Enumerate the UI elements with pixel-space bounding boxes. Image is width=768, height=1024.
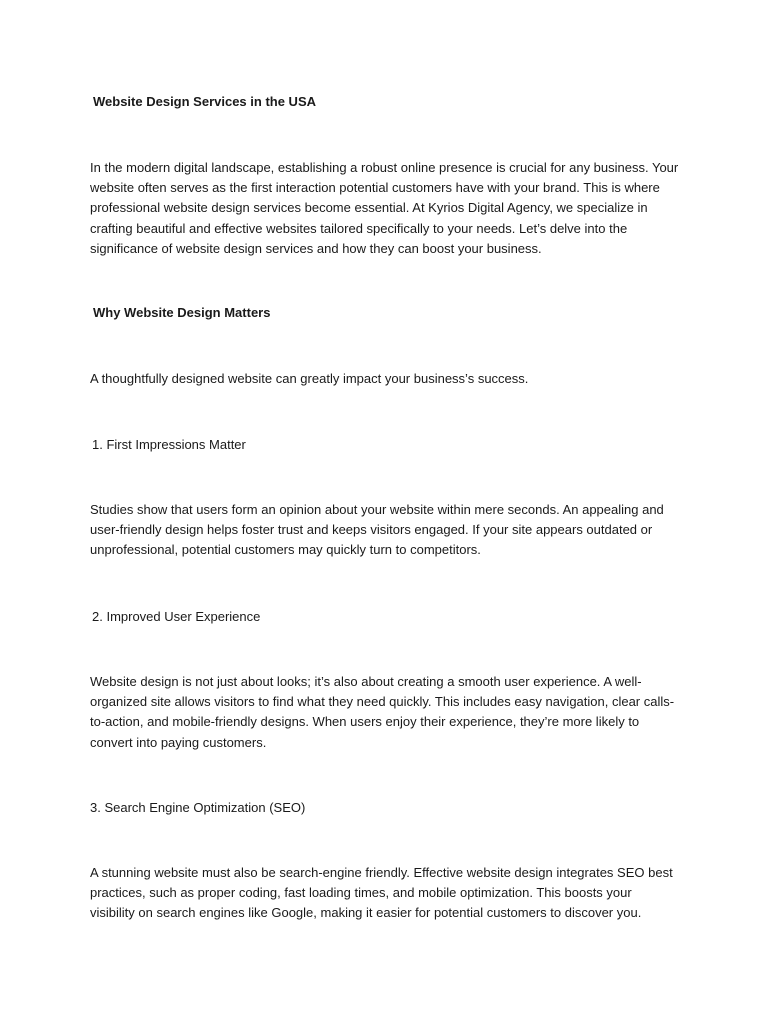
- section-heading: Why Website Design Matters: [93, 305, 271, 320]
- point-1-heading: 1. First Impressions Matter: [92, 437, 246, 452]
- section-intro-paragraph: A thoughtfully designed website can greatly impact your business’s success.: [90, 371, 529, 386]
- document-title: Website Design Services in the USA: [93, 94, 316, 109]
- point-1-paragraph: Studies show that users form an opinion about your website within mere seconds. An appealing and user-friendly design helps foster trust and keeps visitors engaged. If your site appears outdated or unprofessional, potential customers may quickly turn to competitors.: [90, 502, 664, 558]
- point-3-paragraph: A stunning website must also be search-engine friendly. Effective website design integrates SEO best practices, such as proper coding, fast loading times, and mobile optimization. This boosts your visibility on search engines like Google, making it easier for potential customers to discover you.: [90, 865, 673, 921]
- point-2-paragraph: Website design is not just about looks; it’s also about creating a smooth user experience. A well-organized site allows visitors to find what they need quickly. This includes easy navigation, clear calls-to-action, and mobile-friendly designs. When users enjoy their experience, they’re more likely to convert into paying customers.: [90, 674, 675, 750]
- point-3-heading: 3. Search Engine Optimization (SEO): [90, 800, 306, 815]
- intro-paragraph: In the modern digital landscape, establishing a robust online presence is crucial for any business. Your website often serves as the first interaction potential customers have with your brand. This is where professional website design services become essential. At Kyrios Digital Agency, we specialize in crafting beautiful and effective websites tailored specifically to your needs. Let’s delve into the significance of website design services and how they can boost your business.: [90, 160, 679, 256]
- point-2-heading: 2. Improved User Experience: [92, 609, 261, 624]
